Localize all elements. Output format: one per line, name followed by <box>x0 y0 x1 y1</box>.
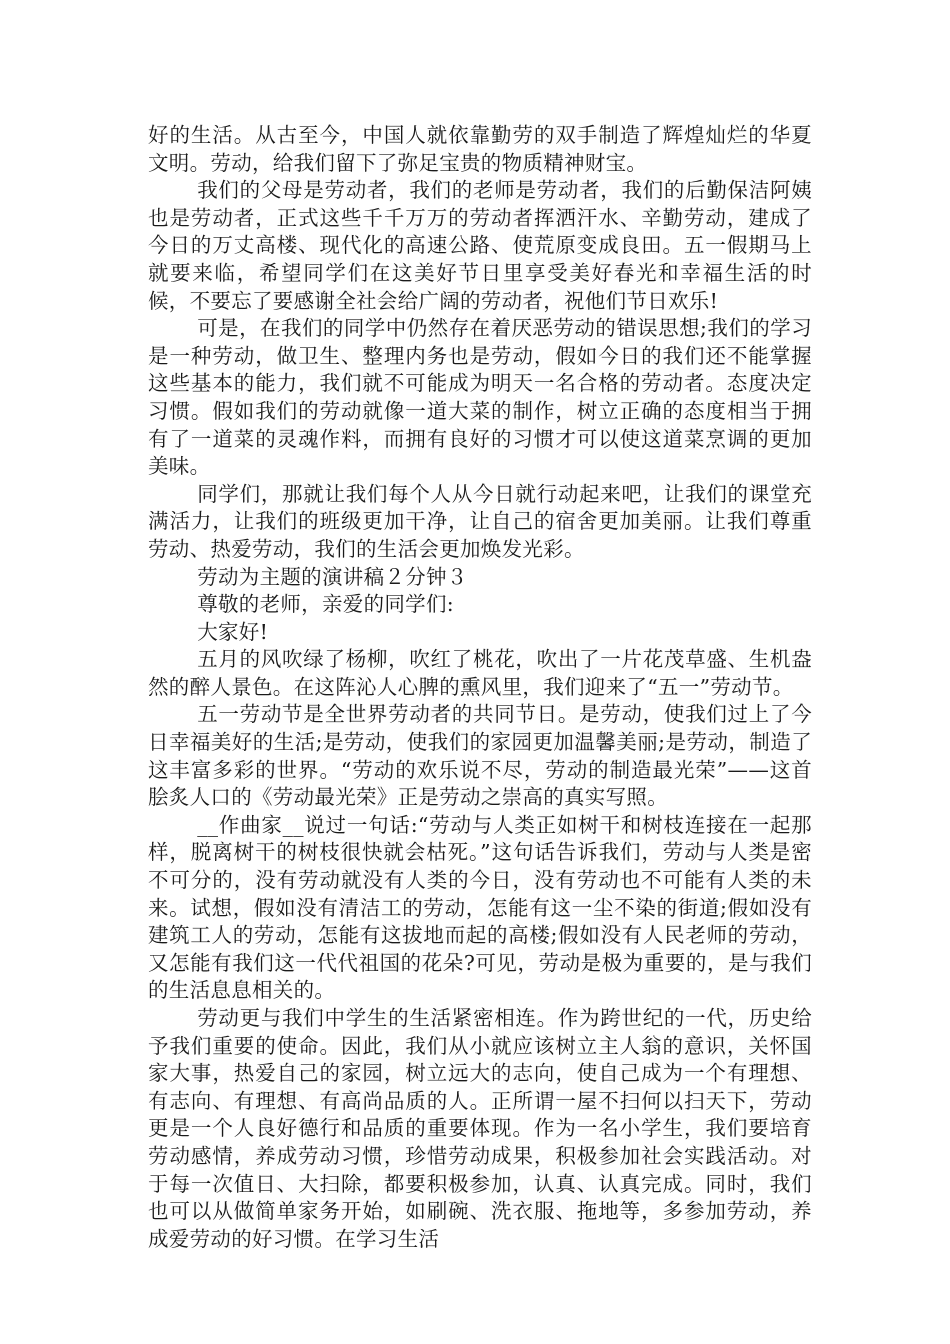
paragraph: 好的生活。从古至今，中国人就依靠勤劳的双手制造了辉煌灿烂的华夏文明。劳动，给我们留下了弥足宝贵的物质精神财宝。 <box>148 123 812 175</box>
salutation: 尊敬的老师，亲爱的同学们: <box>197 592 454 617</box>
paragraph: 可是，在我们的同学中仍然存在着厌恶劳动的错误思想;我们的学习是一种劳动，做卫生、整理内务也是劳动，假如今日的我们还不能掌握这些基本的能力，我们就不可能成为明天一名合格的劳动者。态度决定习惯。假如我们的劳动就像一道大菜的制作，树立正确的态度相当于拥有了一道菜的灵魂作料，而拥有良好的习惯才可以使这道菜烹调的更加美味。 <box>148 316 812 479</box>
paragraph: __作曲家__说过一句话:“劳动与人类正如树干和树枝连接在一起那样，脱离树干的树枝很快就会枯死。”这句话告诉我们，劳动与人类是密不可分的，没有劳动就没有人类的今日，没有劳动也不可能有人类的未来。试想，假如没有清洁工的劳动，怎能有这一尘不染的街道;假如没有建筑工人的劳动，怎能有这拔地而起的高楼;假如没有人民老师的劳动，又怎能有我们这一代代祖国的花朵?可见，劳动是极为重要的，是与我们的生活息息相关的。 <box>148 812 812 1003</box>
paragraph: 五一劳动节是全世界劳动者的共同节日。是劳动，使我们过上了今日幸福美好的生活;是劳动，使我们的家园更加温馨美丽;是劳动，制造了这丰富多彩的世界。“劳动的欢乐说不尽，劳动的制造最光荣”——这首脍炙人口的《劳动最光荣》正是劳动之崇高的真实写照。 <box>148 702 812 810</box>
paragraph: 我们的父母是劳动者，我们的老师是劳动者，我们的后勤保洁阿姨也是劳动者，正式这些千千万万的劳动者挥洒汗水、辛勤劳动，建成了今日的万丈高楼、现代化的高速公路、使荒原变成良田。五一假期马上就要来临，希望同学们在这美好节日里享受美好春光和幸福生活的时候，不要忘了要感谢全社会给广阔的劳动者，祝他们节日欢乐! <box>148 178 812 313</box>
paragraph: 同学们，那就让我们每个人从今日就行动起来吧，让我们的课堂充满活力，让我们的班级更加干净，让自己的宿舍更加美丽。让我们尊重劳动、热爱劳动，我们的生活会更加焕发光彩。 <box>148 481 812 561</box>
greeting: 大家好! <box>197 619 269 644</box>
section-heading: 劳动为主题的演讲稿２分钟３ <box>197 564 468 589</box>
paragraph: 劳动更与我们中学生的生活紧密相连。作为跨世纪的一代，历史给予我们重要的使命。因此，我们从小就应该树立主人翁的意识，关怀国家大事，热爱自己的家园，树立远大的志向，使自己成为一个有理想、有志向、有理想、有高尚品质的人。正所谓一屋不扫何以扫天下，劳动更是一个人良好德行和品质的重要体现。作为一名小学生，我们要培育劳动感情，养成劳动习惯，珍惜劳动成果，积极参加社会实践活动。对于每一次值日、大扫除，都要积极参加，认真、认真完成。同时，我们也可以从做简单家务开始，如刷碗、洗衣服、拖地等，多参加劳动，养成爱劳动的好习惯。在学习生活 <box>148 1006 812 1251</box>
paragraph: 五月的风吹绿了杨柳，吹红了桃花，吹出了一片花茂草盛、生机盎然的醉人景色。在这阵沁人心脾的熏风里，我们迎来了“五一”劳动节。 <box>148 647 812 699</box>
document-body <box>148 122 812 1253</box>
